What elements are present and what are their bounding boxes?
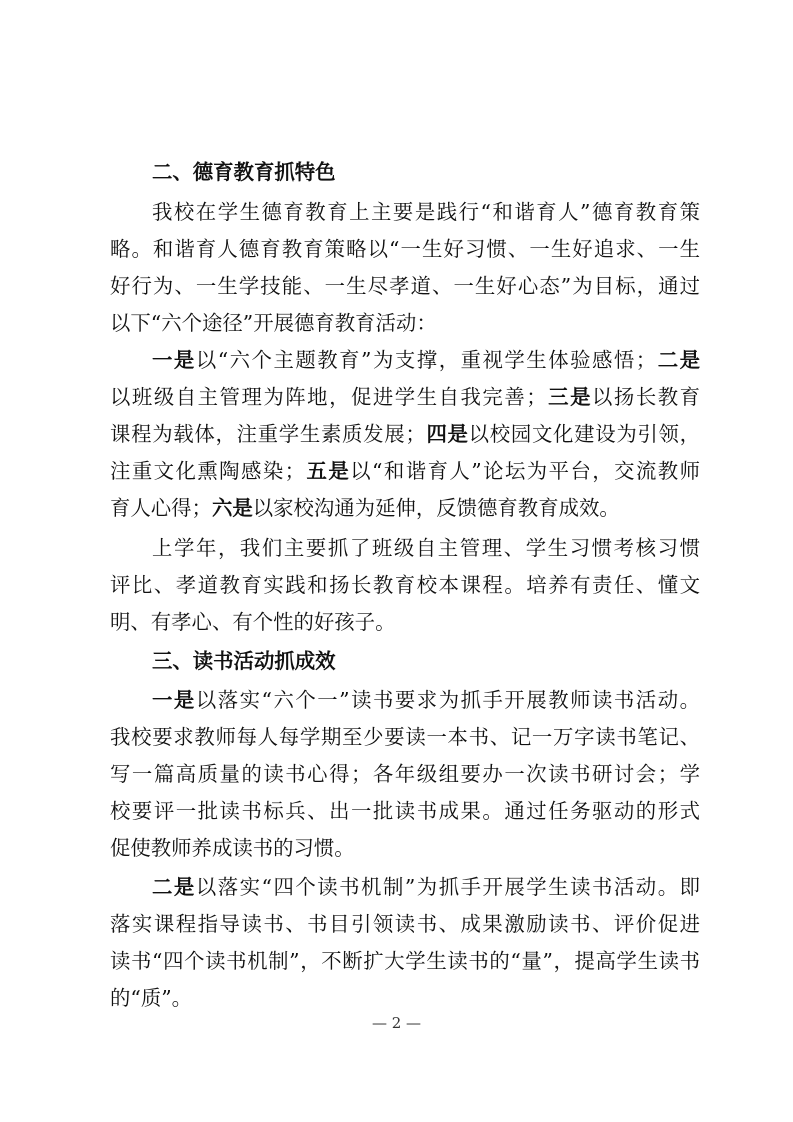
section-heading-moral-education: 二、德育教育抓特色 [152, 160, 336, 184]
paragraph-line: 略。和谐育人德育教育策略以“一生好习惯、一生好追求、一生 [110, 237, 700, 261]
paragraph-line [152, 341, 700, 379]
page-number: — 2 — [371, 1014, 422, 1032]
paragraph-line [152, 681, 700, 719]
paragraph-line [152, 868, 700, 906]
paragraph-line: 读书“四个读书机制”，不断扩大学生读书的“量”，提高学生读书 [110, 949, 700, 973]
paragraph-line [110, 415, 700, 453]
bold-lead-in: 五是 [305, 459, 351, 483]
paragraph-line: 促使教师养成读书的习惯。 [110, 836, 355, 860]
paragraph-line: 以下“六个途径”开展德育教育活动： [110, 311, 437, 335]
line-text: 以班级自主管理为阵地，促进学生自我完善； [110, 385, 547, 409]
line-text: 育人心得； [110, 496, 212, 520]
paragraph-line: 上学年，我们主要抓了班级自主管理、学生习惯考核习惯 [152, 536, 700, 560]
paragraph-line: 评比、孝道教育实践和扬长教育校本课程。培养有责任、懂文 [110, 573, 700, 597]
line-text: 课程为载体，注重学生素质发展； [110, 422, 426, 446]
paragraph-line: 明、有孝心、有个性的好孩子。 [110, 610, 396, 634]
paragraph-line: 写一篇高质量的读书心得；各年级组要办一次读书研讨会；学 [110, 762, 700, 786]
bold-lead-in: 二是 [152, 875, 196, 899]
bold-lead-in: 六是 [211, 496, 253, 520]
bold-lead-in: 三是 [546, 385, 592, 409]
line-text: 以“六个主题教育”为支撑，重视学生体验感悟； [195, 348, 657, 372]
line-text: 以落实“四个读书机制”为抓手开展学生读书活动。即 [195, 875, 700, 899]
paragraph-line: 我校要求教师每人每学期至少要读一本书、记一万字读书笔记、 [110, 725, 700, 749]
line-text: 以家校沟通为延伸，反馈德育教育成效。 [252, 496, 620, 520]
bold-lead-in: 一是 [152, 688, 196, 712]
line-text: 以校园文化建设为引领， [468, 422, 701, 446]
paragraph-line: 校要评一批读书标兵、出一批读书成果。通过任务驱动的形式 [110, 799, 700, 823]
paragraph-line: 的“质”。 [110, 986, 193, 1010]
line-text: 以扬长教育 [592, 385, 701, 409]
paragraph-line [110, 452, 700, 490]
line-text: 注重文化熏陶感染； [110, 459, 306, 483]
paragraph-line [110, 489, 700, 527]
line-text: 以落实“六个一”读书要求为抓手开展教师读书活动。 [195, 688, 700, 712]
paragraph-line: 好行为、一生学技能、一生尽孝道、一生好心态”为目标，通过 [110, 274, 700, 298]
paragraph-line: 落实课程指导读书、书目引领读书、成果激励读书、评价促进 [110, 912, 700, 936]
section-heading-reading-activity: 三、读书活动抓成效 [152, 649, 336, 673]
bold-lead-in: 二是 [656, 348, 701, 372]
bold-lead-in: 一是 [152, 348, 196, 372]
paragraph-line [110, 378, 700, 416]
bold-lead-in: 四是 [425, 422, 469, 446]
paragraph-line: 我校在学生德育教育上主要是践行“和谐育人”德育教育策 [152, 200, 700, 224]
line-text: 以“和谐育人”论坛为平台，交流教师 [350, 459, 701, 483]
